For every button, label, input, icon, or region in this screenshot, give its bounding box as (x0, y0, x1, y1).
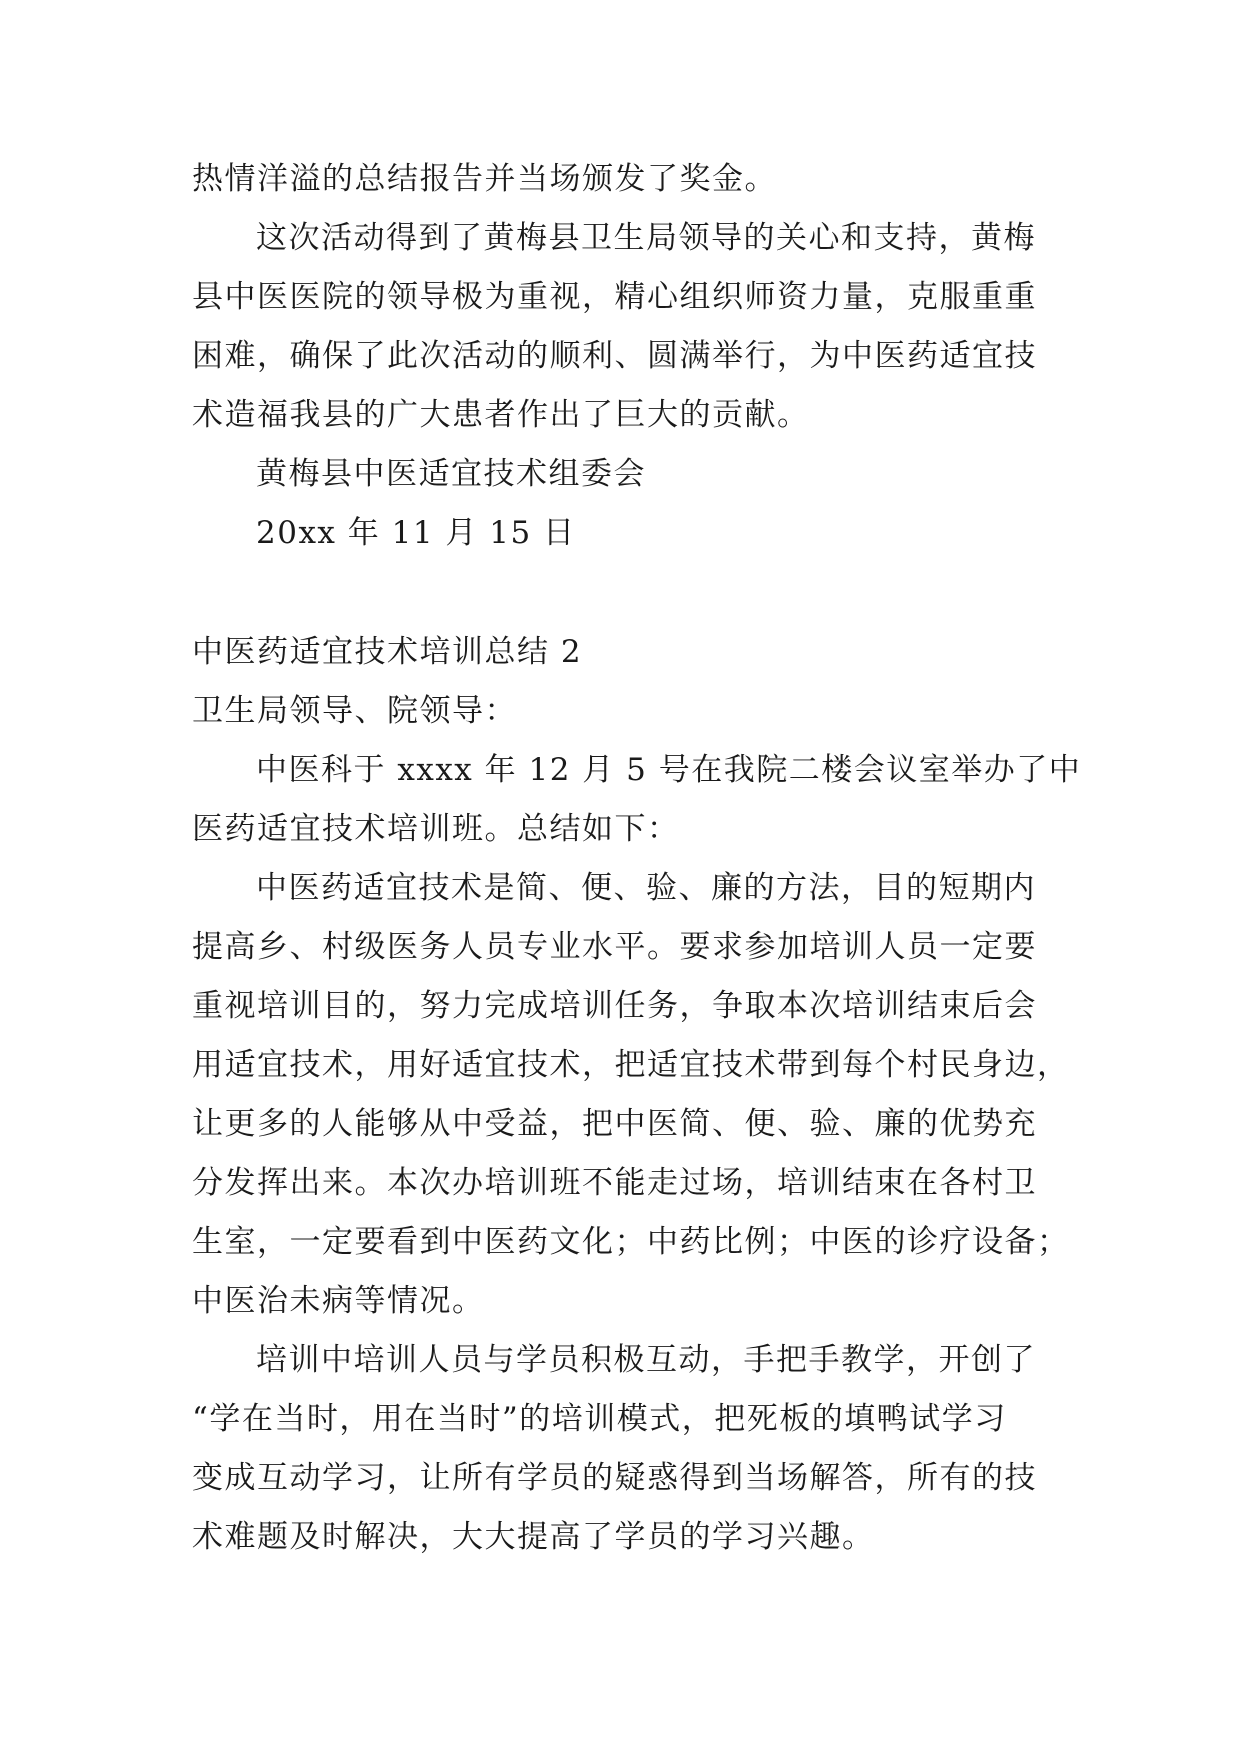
text-line: 20xx 年 11 月 15 日 (256, 515, 576, 551)
text-line: 中医药适宜技术培训总结 2 (192, 634, 583, 670)
text-line: 提高乡、村级医务人员专业水平。要求参加培训人员一定要 (192, 929, 1037, 965)
text-line: 变成互动学习，让所有学员的疑惑得到当场解答，所有的技 (192, 1460, 1037, 1496)
section-spacer (192, 563, 1052, 623)
text-line: 县中医医院的领导极为重视，精心组织师资力量，克服重重 (192, 279, 1037, 315)
text-line: 卫生局领导、院领导： (192, 693, 517, 729)
text-line: 中医治未病等情况。 (192, 1283, 485, 1319)
text-line: 分发挥出来。本次办培训班不能走过场，培训结束在各村卫 (192, 1165, 1037, 1201)
text-line: 培训中培训人员与学员积极互动，手把手教学，开创了 (256, 1342, 1036, 1378)
text-line: 术难题及时解决，大大提高了学员的学习兴趣。 (192, 1519, 875, 1555)
text-line: 这次活动得到了黄梅县卫生局领导的关心和支持，黄梅 (256, 220, 1036, 256)
text-line: 中医科于 xxxx 年 12 月 5 号在我院二楼会议室举办了中 (256, 752, 1082, 788)
text-line: 医药适宜技术培训班。总结如下： (192, 811, 680, 847)
document-body (192, 150, 1082, 1567)
text-line: 重视培训目的，努力完成培训任务，争取本次培训结束后会 (192, 988, 1037, 1024)
text-line: 黄梅县中医适宜技术组委会 (256, 456, 646, 492)
text-line: 让更多的人能够从中受益，把中医简、便、验、廉的优势充 (192, 1106, 1037, 1142)
text-line: 术造福我县的广大患者作出了巨大的贡献。 (192, 397, 810, 433)
text-line: “学在当时，用在当时”的培训模式，把死板的填鸭试学习 (192, 1401, 1007, 1437)
text-line: 中医药适宜技术是简、便、验、廉的方法，目的短期内 (256, 870, 1036, 906)
text-line: 困难，确保了此次活动的顺利、圆满举行，为中医药适宜技 (192, 338, 1037, 374)
text-line: 热情洋溢的总结报告并当场颁发了奖金。 (192, 161, 777, 197)
text-line: 用适宜技术，用好适宜技术，把适宜技术带到每个村民身边， (192, 1047, 1070, 1083)
text-line: 生室，一定要看到中医药文化；中药比例；中医的诊疗设备； (192, 1224, 1070, 1260)
